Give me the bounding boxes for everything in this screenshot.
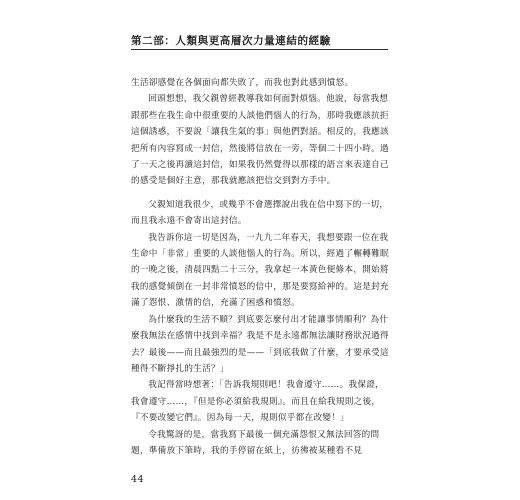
paragraph-3: 父親知道我很少，或幾乎不會選擇說出我在信中寫下的一切，而且我永遠不會寄出這封信。 <box>131 199 389 227</box>
paragraph-4: 我告訴你這一切是因為，一九九二年春天，我想要跟一位在我生命中「非常」重要的人談他惱人的行為。所以，經過了輾轉難眠的一晚之後，清晨四點二十三分，我拿起一本黃色便條本，開始將我的感覺傾倒在一封非常憤怒的信中，那是要寫給神的。這是封充滿了怨恨、激情的信，充滿了困惑和憤怒。 <box>131 232 389 309</box>
running-header: 第二部：人類與更高層次力量連結的經驗 <box>131 35 331 47</box>
paragraph-2: 回頭想想，我父親曾經教導我如何面對煩惱。他說，每當我想跟那些在我生命中很重要的人談他們惱人的行為，那時我應該抗拒這個誘惑，不要說「讓我生氣的事」與他們對話。相反的，我應該把所有內容寫成一封信，然後將信放在一旁，等個二十四小時。過了一天之後再讀這封信，如果我仍然覺得以那樣的語言來表達自己的感受是個好主意，那我就應該把信交到對方手中。 <box>131 94 389 187</box>
paragraph-5: 為什麼我的生活不順？到底要怎麼付出才能讓事情順利？為什麼我無法在感情中找到幸福？我是不是永遠都無法讓財務狀況過得去？最後——而且最強烈的是——「到底我做了什麼，才要承受這種得不斷掙扎的生活？」 <box>131 314 389 374</box>
body-text <box>131 75 389 459</box>
paragraph-7: 令我驚訝的是，當我寫下最後一個充滿怨恨又無法回答的問題，準備放下筆時，我的手停留在紙上，彷彿被某種看不見 <box>131 429 380 456</box>
paragraph-1: 生活卻感覺在各個面向都失敗了，而我也對此感到憤怒。 <box>131 78 354 88</box>
paragraph-6: 我記得當時想著：「告訴我規則吧！我會遵守……。我保證，我會遵守……，『但是你必須給我規則』。而且在給我規則之後，『不要改變它們』。因為每一天，規則似乎都在改變！」 <box>131 380 385 424</box>
header-rule <box>131 49 388 50</box>
page-number: 44 <box>131 474 145 485</box>
